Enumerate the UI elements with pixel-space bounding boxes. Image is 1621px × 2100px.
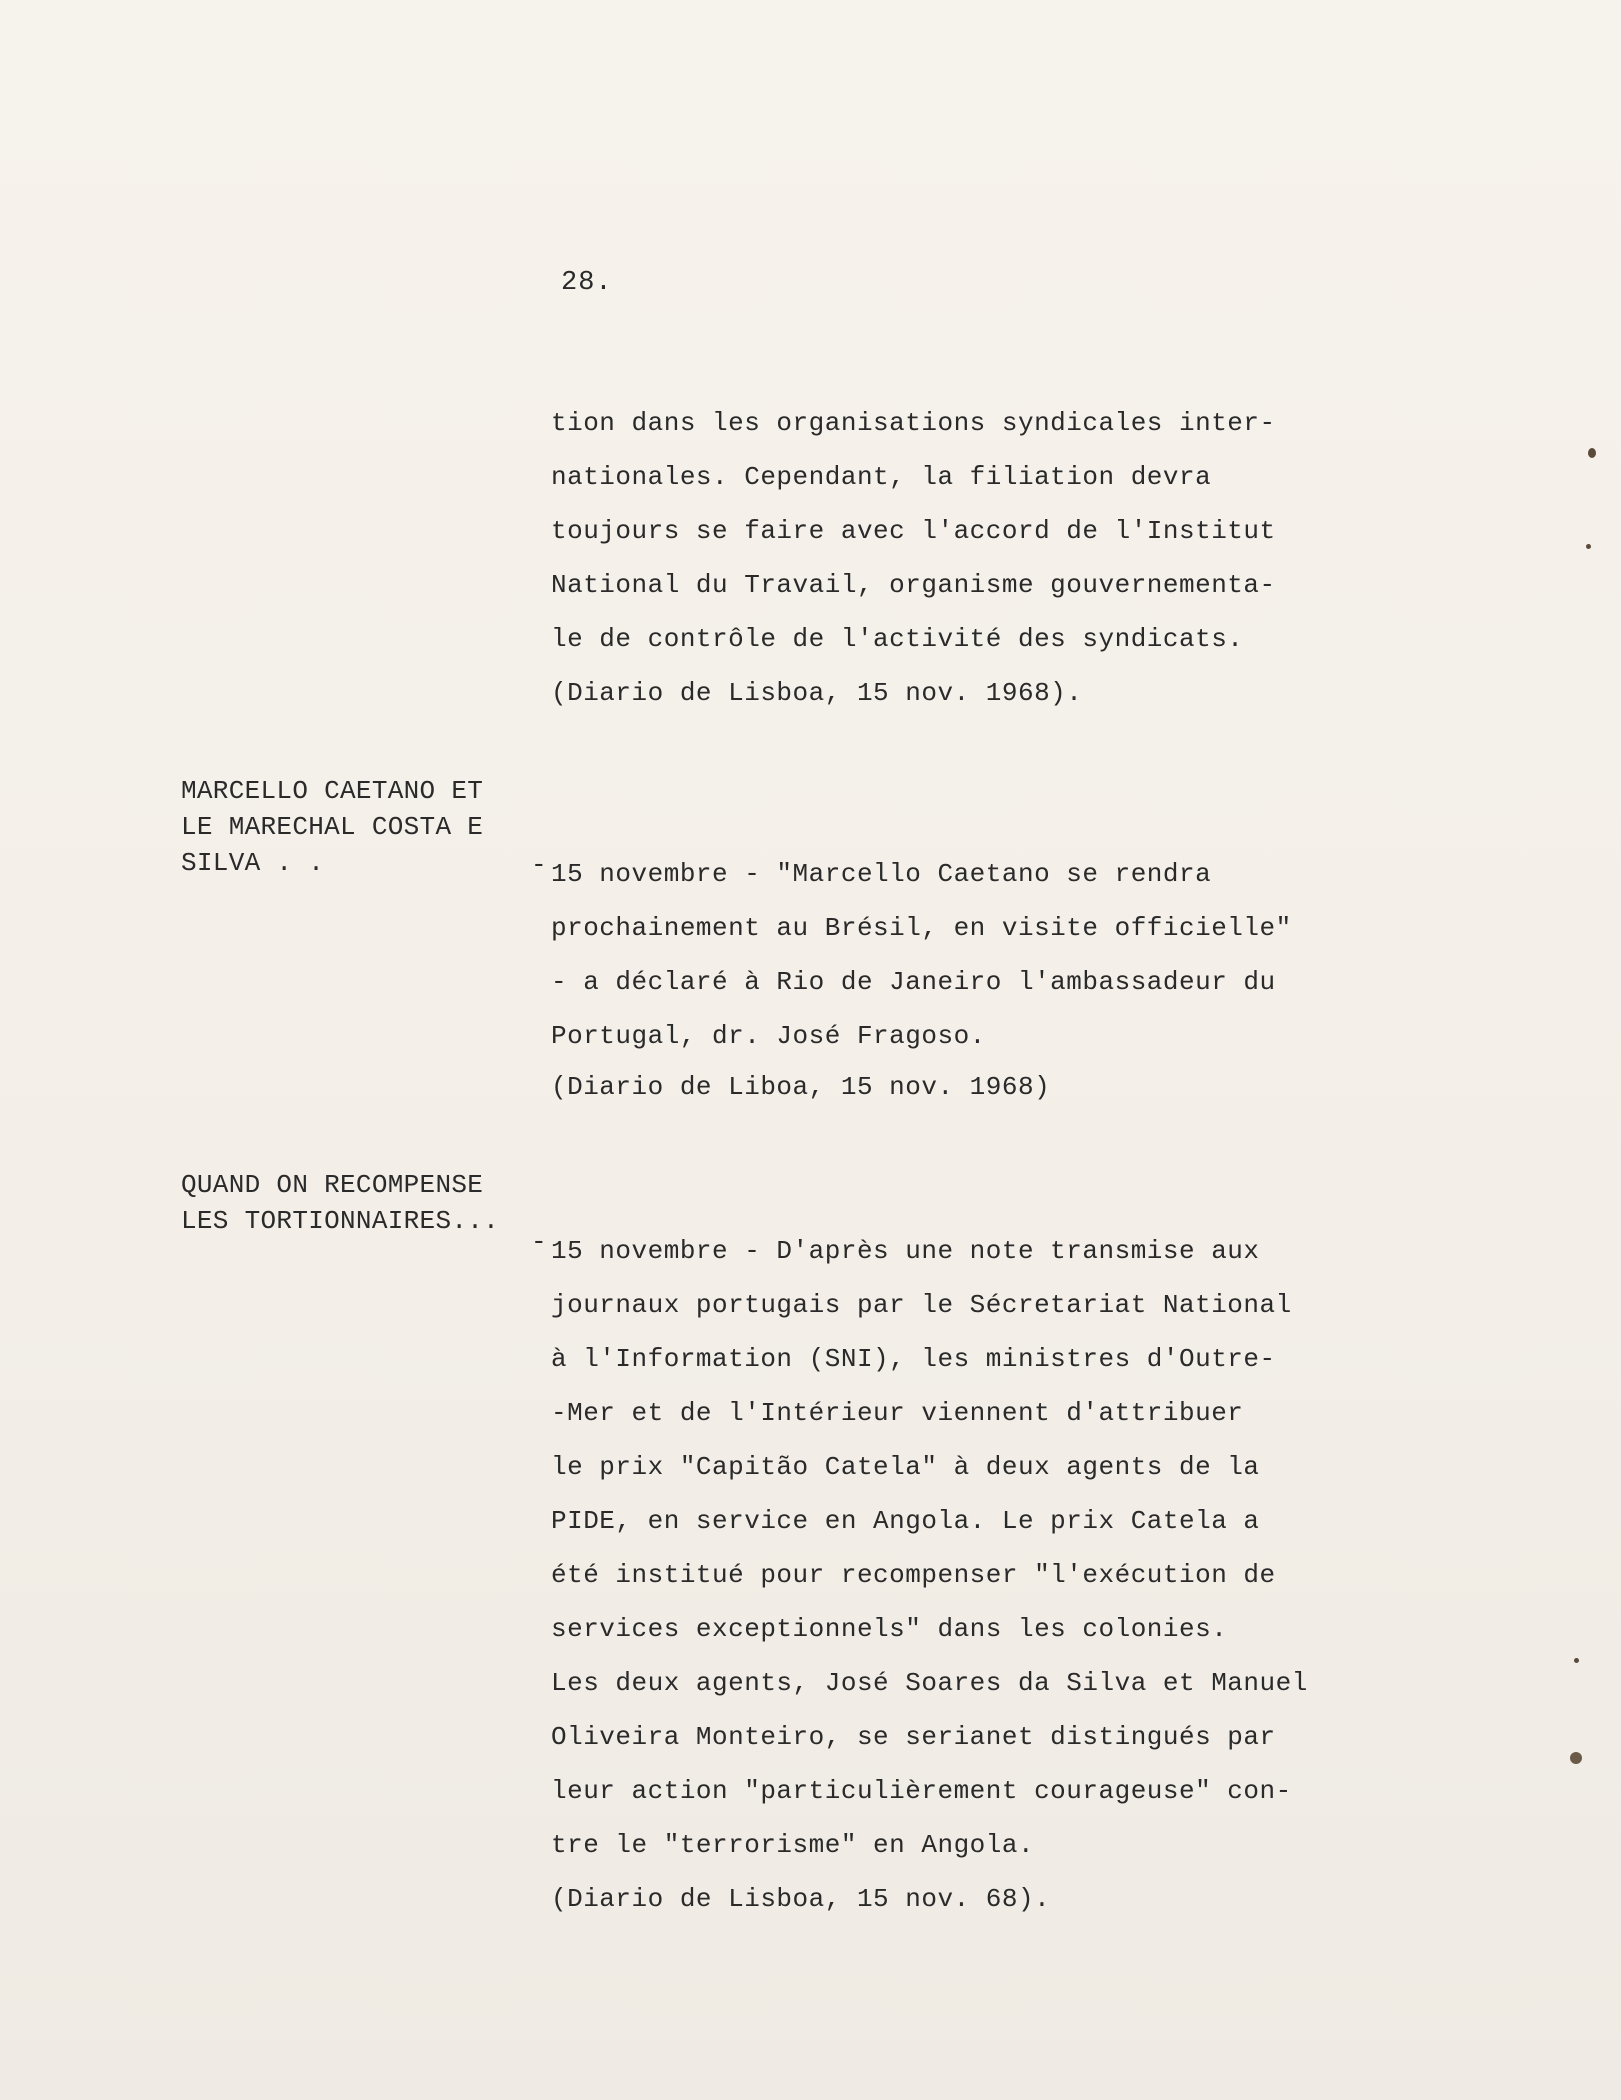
text-line: Portugal, dr. José Fragoso. <box>551 1021 986 1051</box>
side-heading-line: MARCELLO CAETANO ET <box>181 776 484 806</box>
text-line: - a déclaré à Rio de Janeiro l'ambassadeur du <box>551 967 1276 997</box>
text-line: (Diario de Lisboa, 15 nov. 68). <box>551 1884 1051 1914</box>
side-heading-line: QUAND ON RECOMPENSE <box>181 1170 484 1200</box>
text-line: à l'Information (SNI), les ministres d'Outre- <box>551 1344 1276 1374</box>
page-number: 28. <box>561 268 613 298</box>
paper-speck <box>1588 448 1596 458</box>
text-line: services exceptionnels" dans les colonies. <box>551 1614 1228 1644</box>
text-line: leur action "particulièrement courageuse" con- <box>551 1776 1292 1806</box>
text-line: 15 novembre - "Marcello Caetano se rendra <box>551 859 1212 889</box>
entry-dash: - <box>531 850 547 880</box>
text-line: Les deux agents, José Soares da Silva et Manuel <box>551 1668 1308 1698</box>
text-line: le de contrôle de l'activité des syndicats. <box>551 624 1244 654</box>
text-line: (Diario de Lisboa, 15 nov. 1968). <box>551 678 1083 708</box>
paper-speck <box>1570 1752 1582 1764</box>
text-line: Oliveira Monteiro, se serianet distingués par <box>551 1722 1276 1752</box>
side-heading-line: SILVA . . <box>181 848 325 878</box>
paper-speck <box>1574 1658 1579 1663</box>
side-heading-line: LE MARECHAL COSTA E <box>181 812 484 842</box>
text-line: prochainement au Brésil, en visite officielle" <box>551 913 1292 943</box>
text-line: (Diario de Liboa, 15 nov. 1968) <box>551 1072 1051 1102</box>
text-line: National du Travail, organisme gouvernementa- <box>551 570 1276 600</box>
text-line: tion dans les organisations syndicales inter- <box>551 408 1276 438</box>
side-heading-line: LES TORTIONNAIRES... <box>181 1206 500 1236</box>
text-line: -Mer et de l'Intérieur viennent d'attribuer <box>551 1398 1244 1428</box>
text-line: PIDE, en service en Angola. Le prix Catela a <box>551 1506 1260 1536</box>
entry-dash: - <box>531 1227 547 1257</box>
text-line: journaux portugais par le Sécretariat National <box>551 1290 1292 1320</box>
text-line: été institué pour recompenser "l'exécution de <box>551 1560 1276 1590</box>
text-line: tre le "terrorisme" en Angola. <box>551 1830 1035 1860</box>
text-line: toujours se faire avec l'accord de l'Institut <box>551 516 1276 546</box>
text-line: le prix "Capitão Catela" à deux agents de la <box>551 1452 1260 1482</box>
text-line: 15 novembre - D'après une note transmise aux <box>551 1236 1260 1266</box>
text-line: nationales. Cependant, la filiation devra <box>551 462 1212 492</box>
paper-speck <box>1586 544 1591 549</box>
